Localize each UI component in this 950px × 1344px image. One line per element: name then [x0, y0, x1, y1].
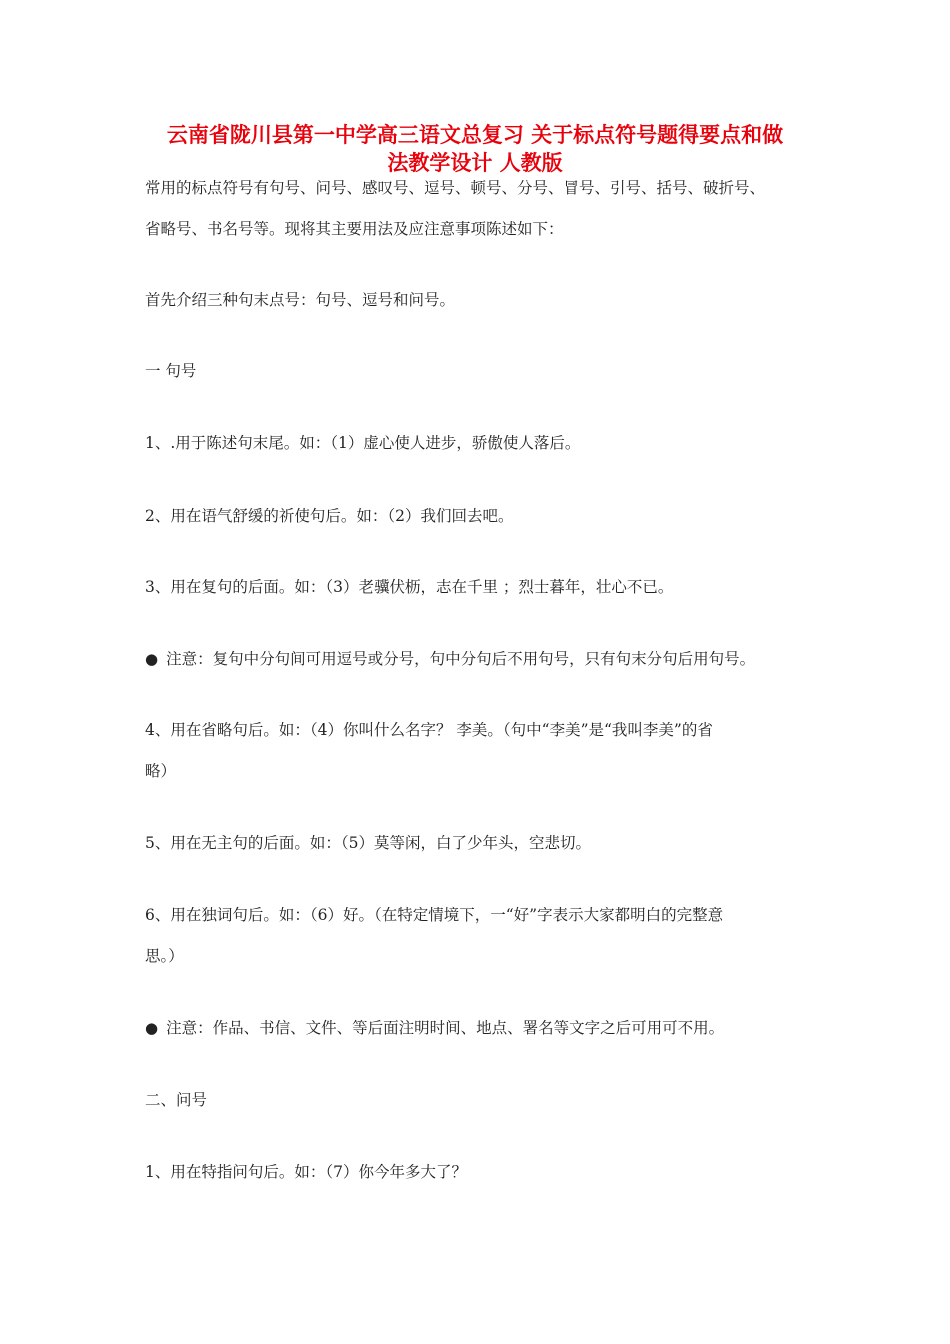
section-heading-question-mark: 二、问号 [145, 1091, 208, 1109]
period-note-2 [145, 1018, 815, 1038]
preface-paragraph: 首先介绍三种句末点号：句号、逗号和问号。 [145, 291, 456, 309]
period-item-2: 2、用在语气舒缓的祈使句后。如：（2）我们回去吧。 [145, 507, 514, 525]
bullet-icon: ● [145, 650, 159, 668]
intro-line-2: 省略号、书名号等。现将其主要用法及应注意事项陈述如下： [145, 220, 564, 238]
title-line-2: 法教学设计 人教版 [387, 150, 563, 175]
question-item-1: 1、用在特指问句后。如：（7）你今年多大了？ [145, 1163, 467, 1181]
period-item-1: 1、.用于陈述句末尾。如：（1）虚心使人进步，骄傲使人落后。 [145, 434, 581, 452]
period-item-4-line-2: 略） [145, 762, 177, 780]
bullet-icon: ● [145, 1019, 159, 1037]
period-note-1 [145, 649, 815, 669]
period-item-4-line-1: 4、用在省略句后。如：（4）你叫什么名字？ 李美。（句中“李美”是“我叫李美”的省 [145, 721, 713, 739]
period-item-5: 5、用在无主句的后面。如：（5）莫等闲，白了少年头，空悲切。 [145, 834, 591, 852]
period-note-2-text: 注意：作品、书信、文件、等后面注明时间、地点、署名等文字之后可用可不用。 [166, 1019, 725, 1037]
period-item-6-line-1: 6、用在独词句后。如：（6）好。（在特定情境下，一“好”字表示大家都明白的完整意 [145, 906, 724, 924]
intro-line-1: 常用的标点符号有句号、问号、感叹号、逗号、顿号、分号、冒号、引号、括号、破折号、 [145, 179, 766, 197]
section-heading-period: 一 句号 [145, 362, 197, 380]
period-note-1-text: 注意：复句中分句间可用逗号或分号，句中分句后不用句号，只有句末分句后用句号。 [166, 650, 756, 668]
period-item-3: 3、用在复句的后面。如：（3）老骥伏枥，志在千里 ；烈士暮年，壮心不已。 [145, 578, 674, 596]
document-title [130, 121, 820, 177]
period-item-6-line-2: 思。） [145, 947, 184, 965]
title-line-1: 云南省陇川县第一中学高三语文总复习 关于标点符号题得要点和做 [166, 122, 784, 147]
